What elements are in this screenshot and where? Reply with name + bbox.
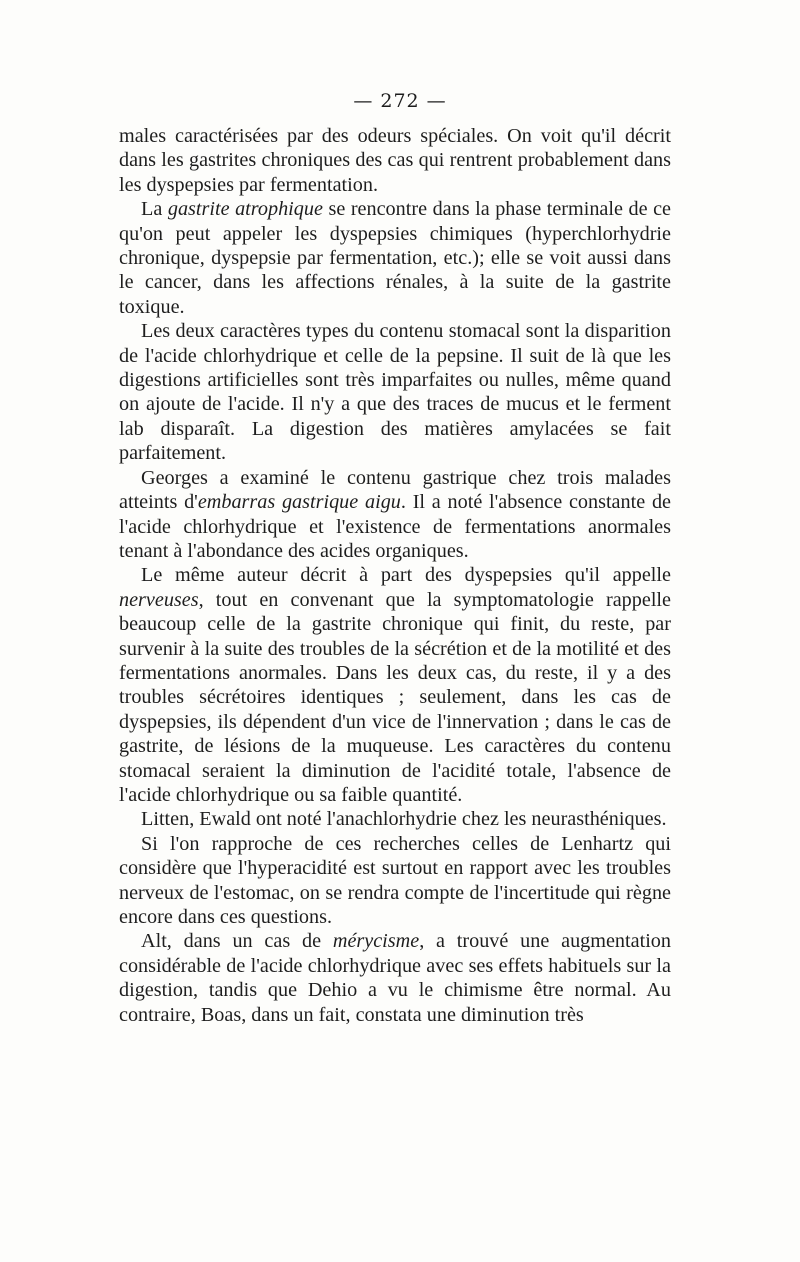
paragraph xyxy=(119,832,671,930)
paragraph xyxy=(119,466,671,564)
text-segment: Si l'on rapproche de ces recherches celles de Lenhartz qui considère que l'hyperacidité est surtout en rapport avec les troubles nerveux de l'estomac, on se rendra compte de l'incertitude qui règne encore dans ces questions. xyxy=(119,832,671,928)
italic-term: nerveuses xyxy=(119,588,199,611)
paragraph xyxy=(119,197,671,319)
text-segment: males caractérisées par des odeurs spéciales. On voit qu'il décrit dans les gastrites chroniques des cas qui rentrent probablement dans les dyspepsies par fermentation. xyxy=(119,125,671,196)
italic-term: embarras gastrique aigu xyxy=(197,491,401,514)
text-segment: Georges a examiné le contenu gastrique chez trois malades atteints d' xyxy=(119,466,671,514)
italic-term: mérycisme xyxy=(332,930,420,953)
paragraph xyxy=(119,124,671,197)
text-segment: Alt, dans un cas de xyxy=(141,930,333,953)
text-segment: Les deux caractères types du contenu stomacal sont la disparition de l'acide chlorhydrique et celle de la pepsine. Il suit de là que les digestions artificielles sont très imparfaites ou nulles, même quand on ajoute de l'acide. Il n'y a que des traces de mucus et le ferment lab disparaît. La digestion des matières amylacées se fait parfaitement. xyxy=(119,320,671,465)
body-text xyxy=(119,124,671,1027)
text-segment: . Il a noté l'absence constante de l'acide chlorhydrique et l'existence de fermentations anormales tenant à l'abondance des acides organiques. xyxy=(119,491,671,562)
text-segment: Le même auteur décrit à part des dyspepsies qu'il appelle xyxy=(141,564,671,587)
text-segment: Litten, Ewald ont noté l'anachlorhydrie chez les neurasthéniques. xyxy=(141,808,667,831)
paragraph xyxy=(119,563,671,807)
paragraph xyxy=(119,807,671,831)
text-segment: La xyxy=(141,198,168,221)
paragraph xyxy=(119,319,671,465)
text-segment: , tout en convenant que la symptomatologie rappelle beaucoup celle de la gastrite chronique qui finit, du reste, par survenir à la suite des troubles de la sécrétion et de la motilité et des fermentations anormales. Dans les deux cas, du reste, il y a des troubles sécrétoires identiques ; seulement, dans les cas de dyspepsies, ils dépendent d'un vice de l'innervation ; dans le cas de gastrite, de lésions de la muqueuse. Les caractères du contenu stomacal seraient la diminution de l'acidité totale, l'absence de l'acide chlorhydrique ou sa faible quantité. xyxy=(119,588,671,806)
italic-term: gastrite atrophique xyxy=(167,198,323,221)
text-segment: , a trouvé une augmentation considérable de l'acide chlorhydrique avec ses effets habituels sur la digestion, tandis que Dehio a vu le chimisme être normal. Au contraire, Boas, dans un fait, constata une diminution très xyxy=(119,930,671,1026)
text-segment: se rencontre dans la phase terminale de ce qu'on peut appeler les dyspepsies chimiques (hyperchlorhydrie chronique, dyspepsie par fermentation, etc.); elle se voit aussi dans le cancer, dans les affections rénales, à la suite de la gastrite toxique. xyxy=(119,198,671,318)
paragraph xyxy=(119,929,671,1027)
page-number: — 272 — xyxy=(353,90,447,112)
